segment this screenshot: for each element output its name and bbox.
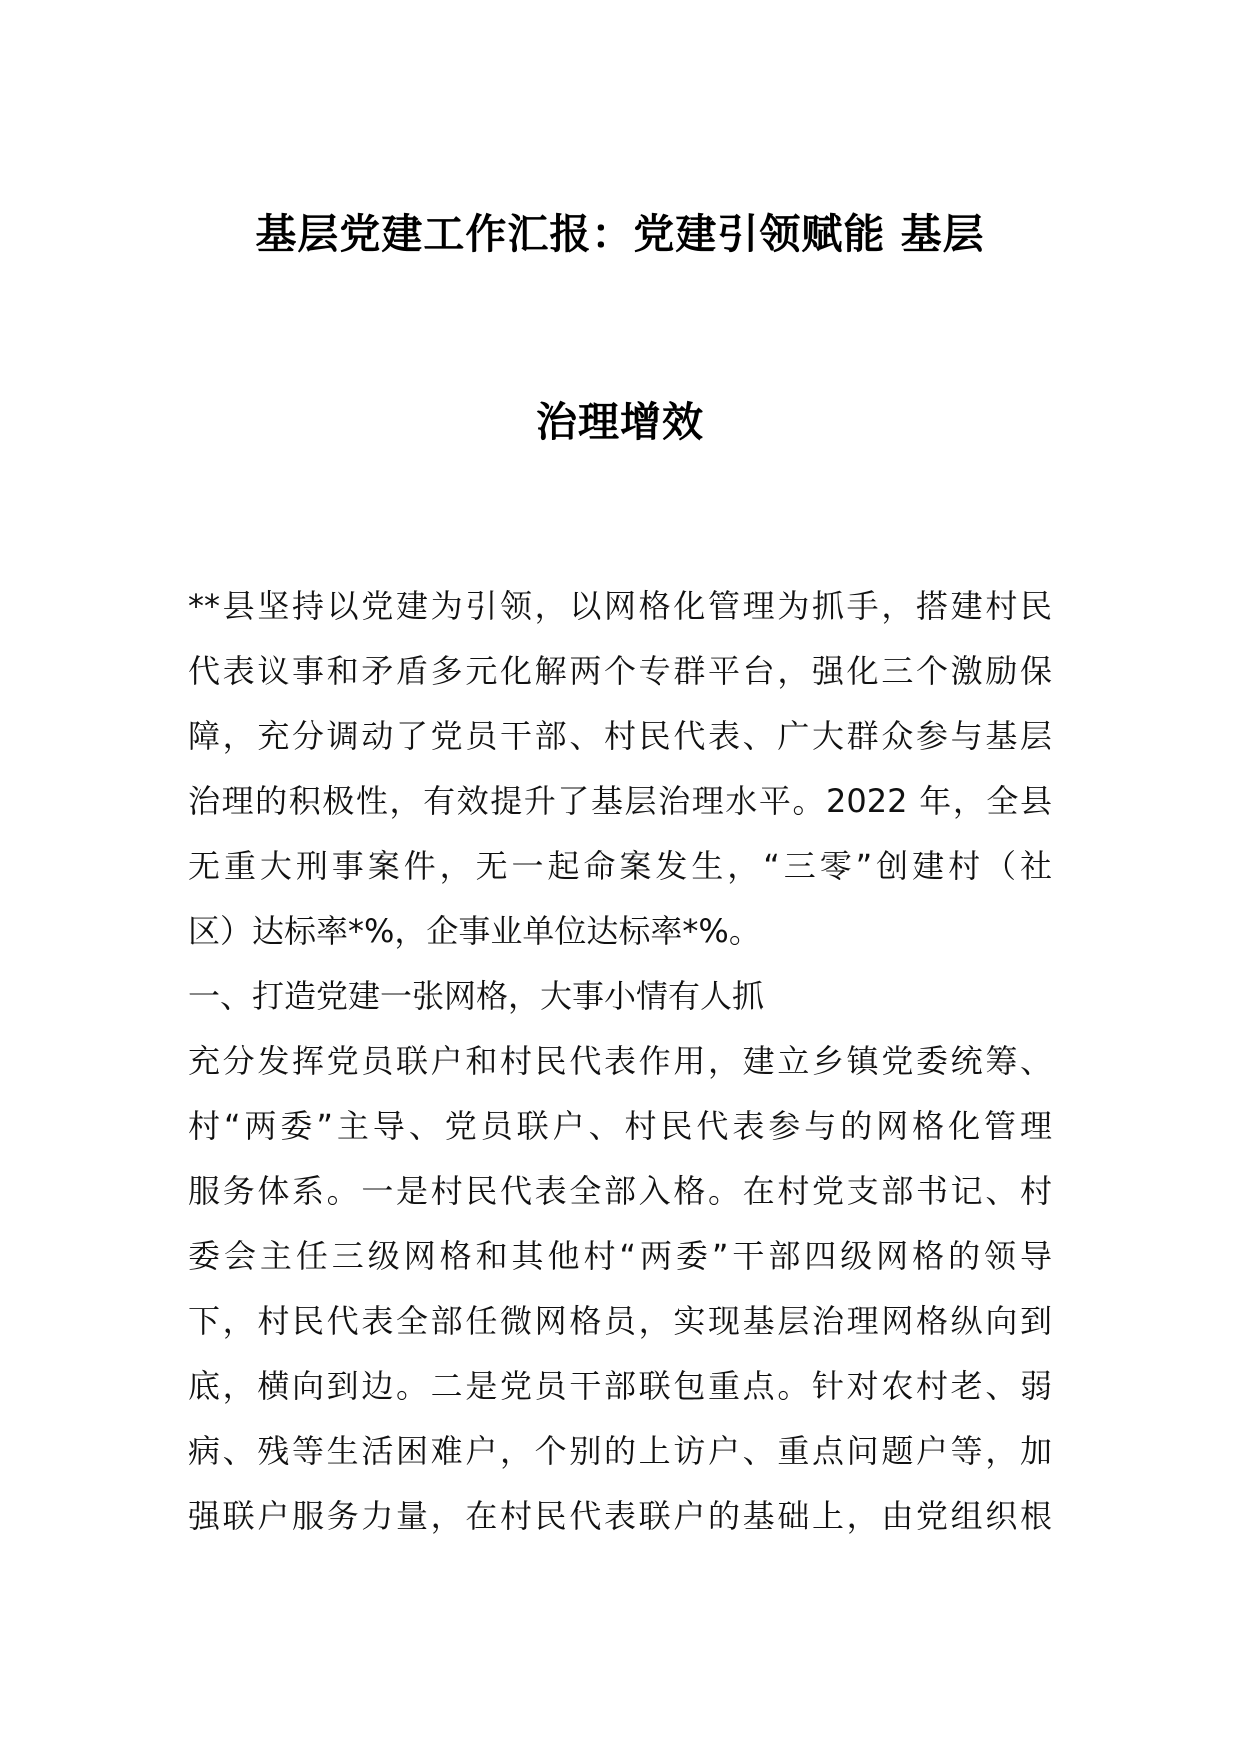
document-body [188, 574, 1052, 1549]
intro-line-1: **县坚持以党建为引领，以网格化管理为抓手，搭建村民 [188, 587, 1052, 625]
section-line-6: 底，横向到边。二是党员干部联包重点。针对农村老、弱 [188, 1367, 1052, 1405]
section-line-3: 服务体系。一是村民代表全部入格。在村党支部书记、村 [188, 1172, 1052, 1210]
intro-line-3: 障，充分调动了党员干部、村民代表、广大群众参与基层 [188, 717, 1052, 755]
intro-line-4: 治理的积极性，有效提升了基层治理水平。2022 年，全县 [188, 782, 1052, 820]
section-line-8: 强联户服务力量，在村民代表联户的基础上，由党组织根 [188, 1497, 1052, 1535]
section-line-1: 充分发挥党员联户和村民代表作用，建立乡镇党委统筹、 [188, 1042, 1052, 1080]
section-line-4: 委会主任三级网格和其他村“两委”干部四级网格的领导 [188, 1237, 1052, 1275]
intro-line-2: 代表议事和矛盾多元化解两个专群平台，强化三个激励保 [188, 652, 1052, 690]
section-heading: 一、打造党建一张网格，大事小情有人抓 [188, 977, 765, 1015]
section-line-7: 病、残等生活困难户，个别的上访户、重点问题户等，加 [188, 1432, 1052, 1470]
intro-line-6: 区）达标率*%，企事业单位达标率*%。 [188, 912, 761, 950]
section-line-5: 下，村民代表全部任微网格员，实现基层治理网格纵向到 [188, 1302, 1052, 1340]
intro-line-5: 无重大刑事案件，无一起命案发生，“三零”创建村（社 [188, 847, 1052, 885]
document-title-line-1: 基层党建工作汇报：党建引领赋能 基层 [255, 210, 985, 258]
document-title-line-2: 治理增效 [536, 398, 704, 446]
section-line-2: 村“两委”主导、党员联户、村民代表参与的网格化管理 [188, 1107, 1052, 1145]
